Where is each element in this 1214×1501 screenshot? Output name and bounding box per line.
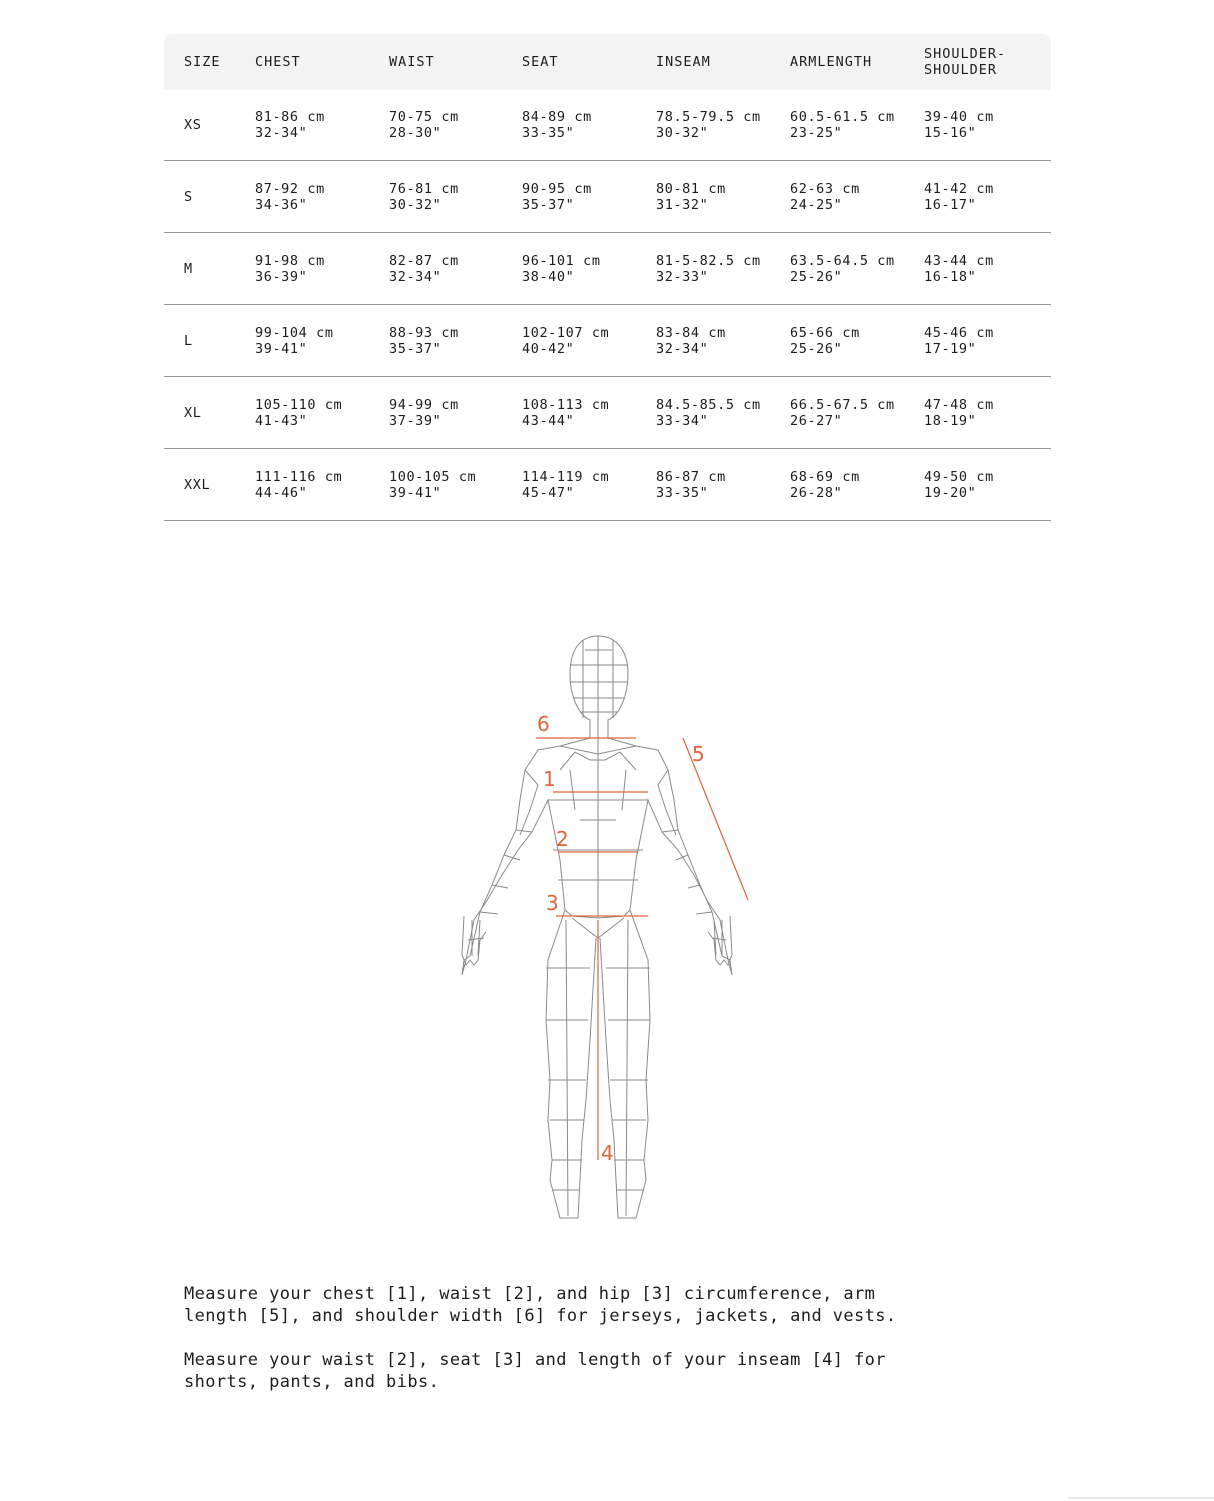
chest-cm: 87-92 cm [255,180,325,197]
shoulder-cm: 45-46 cm [924,324,994,341]
chest-cm: 105-110 cm [255,396,343,413]
table-row [164,161,1051,233]
measurement-markers [536,738,748,1160]
table-body [164,90,1051,521]
shoulder-cm: 47-48 cm [924,396,994,413]
cell-inseam [656,90,790,161]
size-chart-table [164,34,1051,521]
cell-waist [389,90,522,161]
chest-cm: 91-98 cm [255,252,325,269]
cell-inseam [656,305,790,377]
waist-cm: 100-105 cm [389,468,477,485]
cell-shoulder [924,449,1051,521]
shoulder-inches: 17-19" [924,340,977,357]
cell-size: L [164,305,255,377]
seat-cm: 84-89 cm [522,109,592,125]
cell-size: XL [164,377,255,449]
header-shoulder [924,34,1051,90]
shoulder-cm: 49-50 cm [924,468,994,485]
cell-chest [255,90,389,161]
size-chart-table-container [164,34,1051,521]
table-row [164,233,1051,305]
cell-armlength [790,305,924,377]
chest-inches: 32-34" [255,125,308,141]
seat-cm: 114-119 cm [522,468,610,485]
waist-cm: 70-75 cm [389,109,459,125]
inseam-inches: 30-32" [656,125,709,141]
chest-inches: 39-41" [255,340,308,357]
armlength-inches: 26-27" [790,412,843,429]
chest-inches: 41-43" [255,412,308,429]
shoulder-inches: 16-18" [924,268,977,285]
cell-seat [522,233,656,305]
armlength-inches: 25-26" [790,340,843,357]
shoulder-cm: 43-44 cm [924,252,994,269]
waist-cm: 82-87 cm [389,252,459,269]
body-measurement-figure [440,620,760,1230]
chest-inches: 44-46" [255,484,308,501]
cell-armlength [790,90,924,161]
waist-inches: 39-41" [389,484,442,501]
marker-label-hip: 3 [546,891,559,915]
seat-inches: 35-37" [522,196,575,213]
shoulder-inches: 16-17" [924,196,977,213]
header-inseam: INSEAM [656,34,790,90]
header-chest: CHEST [255,34,389,90]
marker-label-arm: 5 [692,742,705,766]
cell-chest [255,305,389,377]
marker-label-inseam: 4 [601,1141,614,1165]
cell-chest [255,449,389,521]
inseam-inches: 33-34" [656,412,709,429]
waist-cm: 88-93 cm [389,324,459,341]
header-seat: SEAT [522,34,656,90]
waist-cm: 76-81 cm [389,180,459,197]
cell-armlength [790,233,924,305]
chest-cm: 111-116 cm [255,468,343,485]
shoulder-cm: 39-40 cm [924,109,994,125]
instructions-tops: Measure your chest [1], waist [2], and hip [3] circumference, arm length [5], and shoulder width [6] for jerseys, jackets, and vests. [184,1284,897,1326]
cell-seat [522,305,656,377]
seat-inches: 38-40" [522,268,575,285]
cell-seat [522,90,656,161]
armlength-inches: 25-26" [790,268,843,285]
waist-inches: 35-37" [389,340,442,357]
seat-cm: 90-95 cm [522,180,592,197]
table-row [164,377,1051,449]
waist-inches: 37-39" [389,412,442,429]
seat-inches: 33-35" [522,125,575,141]
cell-shoulder [924,305,1051,377]
waist-inches: 32-34" [389,268,442,285]
cell-size: XS [164,90,255,161]
cell-armlength [790,161,924,233]
inseam-cm: 84.5-85.5 cm [656,396,761,413]
armlength-inches: 23-25" [790,125,843,141]
armlength-inches: 26-28" [790,484,843,501]
cell-shoulder [924,161,1051,233]
seat-inches: 40-42" [522,340,575,357]
cell-waist [389,161,522,233]
armlength-cm: 65-66 cm [790,324,860,341]
chest-inches: 36-39" [255,268,308,285]
cell-armlength [790,449,924,521]
marker-label-chest: 1 [543,767,556,791]
seat-inches: 43-44" [522,412,575,429]
inseam-cm: 78.5-79.5 cm [656,109,761,125]
armlength-cm: 62-63 cm [790,180,860,197]
shoulder-inches: 18-19" [924,412,977,429]
cell-inseam [656,233,790,305]
waist-inches: 30-32" [389,196,442,213]
header-shoulder-line2: SHOULDER [924,62,998,78]
header-size: SIZE [164,34,255,90]
mannequin-outline [462,636,732,1218]
seat-cm: 102-107 cm [522,324,610,341]
marker-label-waist: 2 [556,827,569,851]
chest-cm: 99-104 cm [255,324,334,341]
cell-inseam [656,377,790,449]
header-waist: WAIST [389,34,522,90]
inseam-inches: 31-32" [656,196,709,213]
cell-chest [255,233,389,305]
cell-shoulder [924,377,1051,449]
cell-size: M [164,233,255,305]
shoulder-inches: 19-20" [924,484,977,501]
table-row [164,449,1051,521]
cell-seat [522,377,656,449]
cell-waist [389,377,522,449]
cell-armlength [790,377,924,449]
inseam-inches: 33-35" [656,484,709,501]
cell-inseam [656,161,790,233]
header-shoulder-line1: SHOULDER- [924,46,1007,62]
inseam-cm: 81-5-82.5 cm [656,252,761,269]
measurement-instructions [184,1283,944,1415]
shoulder-inches: 15-16" [924,125,977,141]
armlength-cm: 66.5-67.5 cm [790,396,895,413]
cell-waist [389,305,522,377]
armlength-cm: 68-69 cm [790,468,860,485]
chest-cm: 81-86 cm [255,109,325,125]
armlength-inches: 24-25" [790,196,843,213]
header-armlength: ARMLENGTH [790,34,924,90]
cell-waist [389,449,522,521]
seat-inches: 45-47" [522,484,575,501]
shoulder-cm: 41-42 cm [924,180,994,197]
cell-chest [255,377,389,449]
cell-size: S [164,161,255,233]
cell-seat [522,449,656,521]
table-header [164,34,1051,90]
seat-cm: 108-113 cm [522,396,610,413]
armlength-cm: 63.5-64.5 cm [790,252,895,269]
cell-waist [389,233,522,305]
waist-cm: 94-99 cm [389,396,459,413]
seat-cm: 96-101 cm [522,252,601,269]
cell-shoulder [924,233,1051,305]
cell-chest [255,161,389,233]
inseam-inches: 32-34" [656,340,709,357]
cell-inseam [656,449,790,521]
inseam-cm: 86-87 cm [656,468,726,485]
instructions-bottoms: Measure your waist [2], seat [3] and length of your inseam [4] for shorts, pants, and bibs. [184,1350,886,1392]
marker-label-shoulder: 6 [537,712,550,736]
cell-size: XXL [164,449,255,521]
armlength-cm: 60.5-61.5 cm [790,109,895,125]
cell-shoulder [924,90,1051,161]
waist-inches: 28-30" [389,125,442,141]
chest-inches: 34-36" [255,196,308,213]
table-row [164,90,1051,161]
inseam-cm: 83-84 cm [656,324,726,341]
cell-seat [522,161,656,233]
scroll-indicator [1068,1497,1214,1499]
table-row [164,305,1051,377]
inseam-inches: 32-33" [656,268,709,285]
inseam-cm: 80-81 cm [656,180,726,197]
